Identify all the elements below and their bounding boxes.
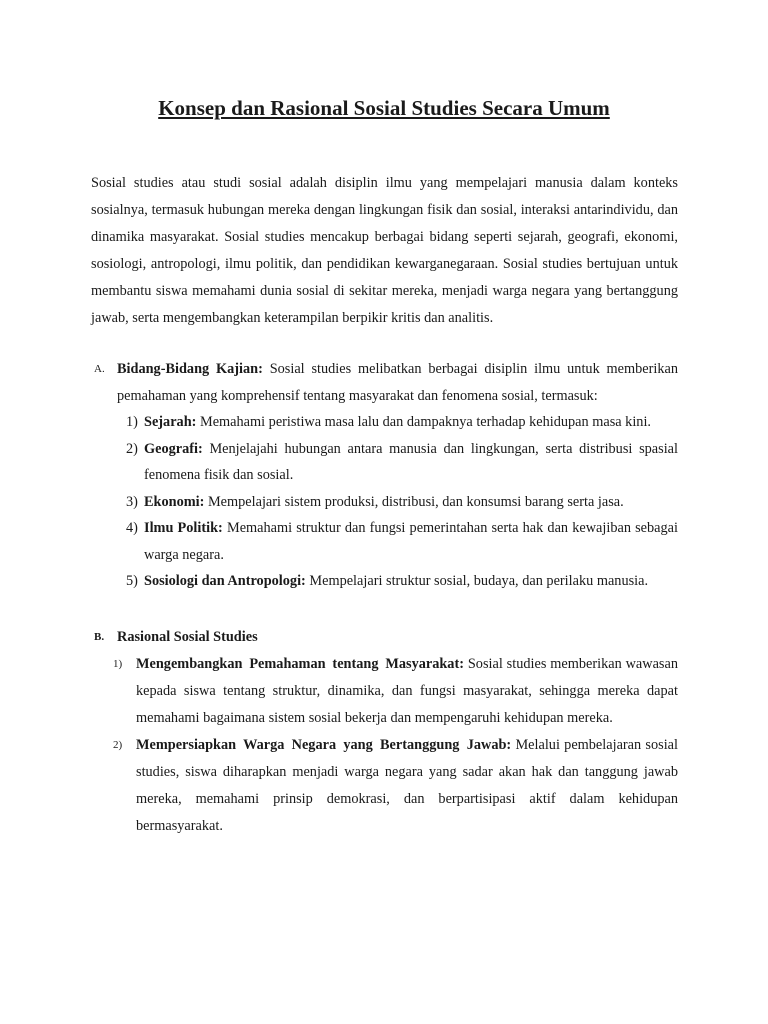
item-number: 3) <box>126 493 138 510</box>
item-desc: Memahami struktur dan fungsi pemerintahan serta hak dan kewajiban sebagai warga negara. <box>144 520 678 563</box>
item-term: Sejarah: <box>144 414 197 430</box>
item-number: 5) <box>126 573 138 589</box>
item-term: Sosiologi dan Antropologi: <box>144 573 306 589</box>
item-term: Geografi: <box>144 440 203 457</box>
item-desc: Menjelajahi hubungan antara manusia dan lingkungan, serta distribusi spasial fenomena fisik dan sosial. <box>144 440 678 483</box>
list-item <box>91 568 678 595</box>
item-number: 2) <box>126 440 138 457</box>
document-title: Konsep dan Rasional Sosial Studies Secara Umum <box>158 96 610 120</box>
item-desc: Melalui pembelajaran sosial studies, siswa diharapkan menjadi warga negara yang sadar akan hak dan tanggung jawab mereka, memahami prinsip demokrasi, dan berpartisipasi aktif dalam kehidupan bermasyarakat. <box>136 736 678 834</box>
item-term: Ilmu Politik: <box>144 520 223 536</box>
section-a-list <box>91 409 678 595</box>
section-a-marker: A. <box>94 363 105 375</box>
list-item <box>91 515 678 568</box>
section-a-heading <box>91 356 678 409</box>
list-item <box>91 651 678 732</box>
section-b-list <box>91 651 678 840</box>
item-term: Mempersiapkan Warga Negara yang Bertanggung Jawab: <box>136 736 512 753</box>
intro-paragraph: Sosial studies atau studi sosial adalah disiplin ilmu yang mempelajari manusia dalam konteks sosialnya, termasuk hubungan mereka dengan lingkungan fisik dan sosial, interaksi antarindividu, dan dinamika masyarakat. Sosial studies mencakup berbagai bidang seperti sejarah, geografi, ekonomi, sosiologi, antropologi, ilmu politik, dan pendidikan kewarganegaraan. Sosial studies bertujuan untuk membantu siswa memahami dunia sosial di sekitar mereka, menjadi warga negara yang bertanggung jawab, serta mengembangkan keterampilan berpikir kritis dan analitis. <box>91 175 678 326</box>
item-desc: Mempelajari sistem produksi, distribusi, dan konsumsi barang serta jasa. <box>204 493 624 510</box>
section-b-heading <box>91 624 678 651</box>
item-number: 1) <box>113 657 123 670</box>
item-number: 1) <box>126 414 138 430</box>
item-desc: Mempelajari struktur sosial, budaya, dan perilaku manusia. <box>305 573 649 589</box>
list-item <box>91 732 678 840</box>
item-desc: Memahami peristiwa masa lalu dan dampaknya terhadap kehidupan masa kini. <box>196 414 651 430</box>
section-a-title: Bidang-Bidang Kajian: <box>117 361 263 377</box>
item-term: Ekonomi: <box>144 493 205 510</box>
section-a-text: Sosial studies melibatkan berbagai disiplin ilmu untuk memberikan pemahaman yang komprehensif tentang masyarakat dan fenomena sosial, termasuk: <box>117 361 678 404</box>
list-item <box>91 489 678 516</box>
item-desc: Sosial studies memberikan wawasan kepada siswa tentang struktur, dinamika, dan fungsi masyarakat, sehingga mereka dapat memahami bagaimana sistem sosial bekerja dan mempengaruhi kehidupan mereka. <box>136 655 678 726</box>
section-a-intro <box>91 356 678 409</box>
item-term: Mengembangkan Pemahaman tentang Masyarakat: <box>136 655 464 672</box>
list-item <box>91 436 678 489</box>
section-a <box>91 356 678 595</box>
section-b-title: Rasional Sosial Studies <box>117 629 258 645</box>
section-b <box>91 624 678 840</box>
item-number: 4) <box>126 520 138 536</box>
section-b-marker: B. <box>94 631 105 643</box>
list-item <box>91 409 678 436</box>
item-number: 2) <box>113 738 123 751</box>
